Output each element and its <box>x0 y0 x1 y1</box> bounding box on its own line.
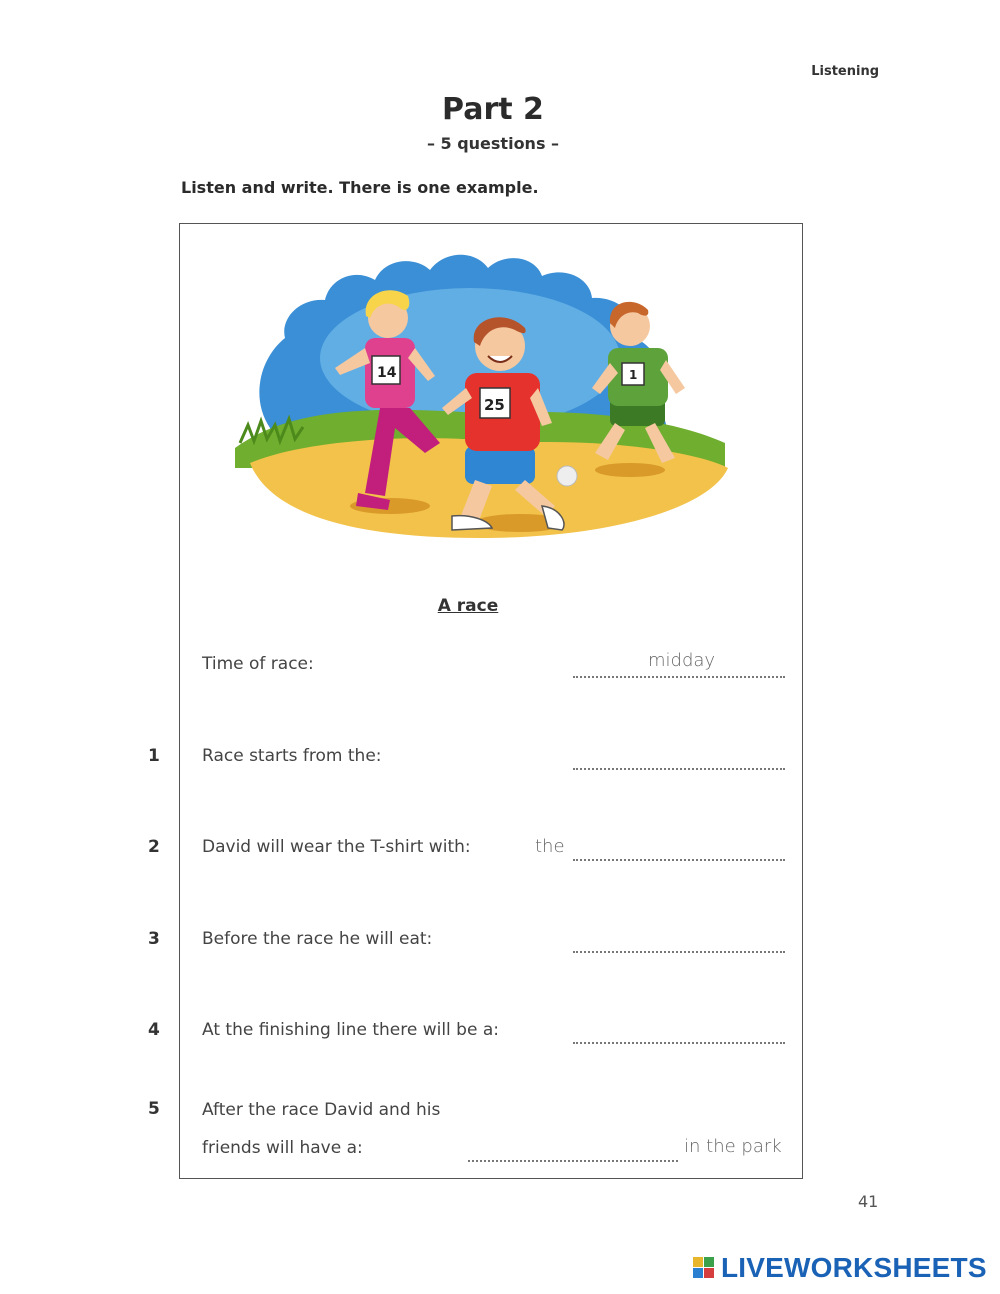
question-number: 3 <box>148 929 160 949</box>
answer-field-2[interactable] <box>573 859 785 861</box>
question-row-2 <box>180 827 804 887</box>
question-label: David will wear the T-shirt with: <box>202 837 471 857</box>
question-row-4 <box>180 1010 804 1070</box>
brand-name: LIVEWORKSHEETS <box>721 1252 987 1283</box>
answer-field-3[interactable] <box>573 951 785 953</box>
answer-field-4[interactable] <box>573 1042 785 1044</box>
task-box <box>179 223 803 1179</box>
page-title: Part 2 <box>442 92 544 127</box>
liveworksheets-logo-icon <box>693 1257 715 1279</box>
section-label: Listening <box>811 64 879 79</box>
bib-number: 25 <box>484 396 505 414</box>
question-label-line1: After the race David and his <box>202 1100 441 1120</box>
question-count: – 5 questions – <box>426 134 560 153</box>
instructions: Listen and write. There is one example. <box>181 178 539 197</box>
question-number: 1 <box>148 746 160 766</box>
question-row-5 <box>180 1092 804 1172</box>
question-label: At the finishing line there will be a: <box>202 1020 499 1040</box>
shadow <box>595 463 665 477</box>
example-label: Time of race: <box>202 654 314 674</box>
answer-suffix: in the park <box>684 1136 782 1157</box>
answer-field-5[interactable] <box>468 1160 678 1162</box>
liveworksheets-brand[interactable] <box>693 1251 987 1285</box>
answer-field-1[interactable] <box>573 768 785 770</box>
question-row-1 <box>180 736 804 796</box>
question-row-3 <box>180 919 804 979</box>
answer-prefix: the <box>535 836 565 857</box>
question-label: Race starts from the: <box>202 746 382 766</box>
question-number: 2 <box>148 837 160 857</box>
question-number: 4 <box>148 1020 160 1040</box>
example-row <box>180 644 804 704</box>
answer-line <box>573 676 785 678</box>
race-illustration <box>230 238 730 538</box>
question-number: 5 <box>148 1099 160 1119</box>
question-label: Before the race he will eat: <box>202 929 433 949</box>
page-number: 41 <box>858 1192 879 1211</box>
example-answer: midday <box>648 650 716 671</box>
task-title: A race <box>437 596 499 616</box>
question-label-line2: friends will have a: <box>202 1138 363 1158</box>
bib-number: 1 <box>629 368 638 382</box>
bib-number: 14 <box>377 365 397 381</box>
